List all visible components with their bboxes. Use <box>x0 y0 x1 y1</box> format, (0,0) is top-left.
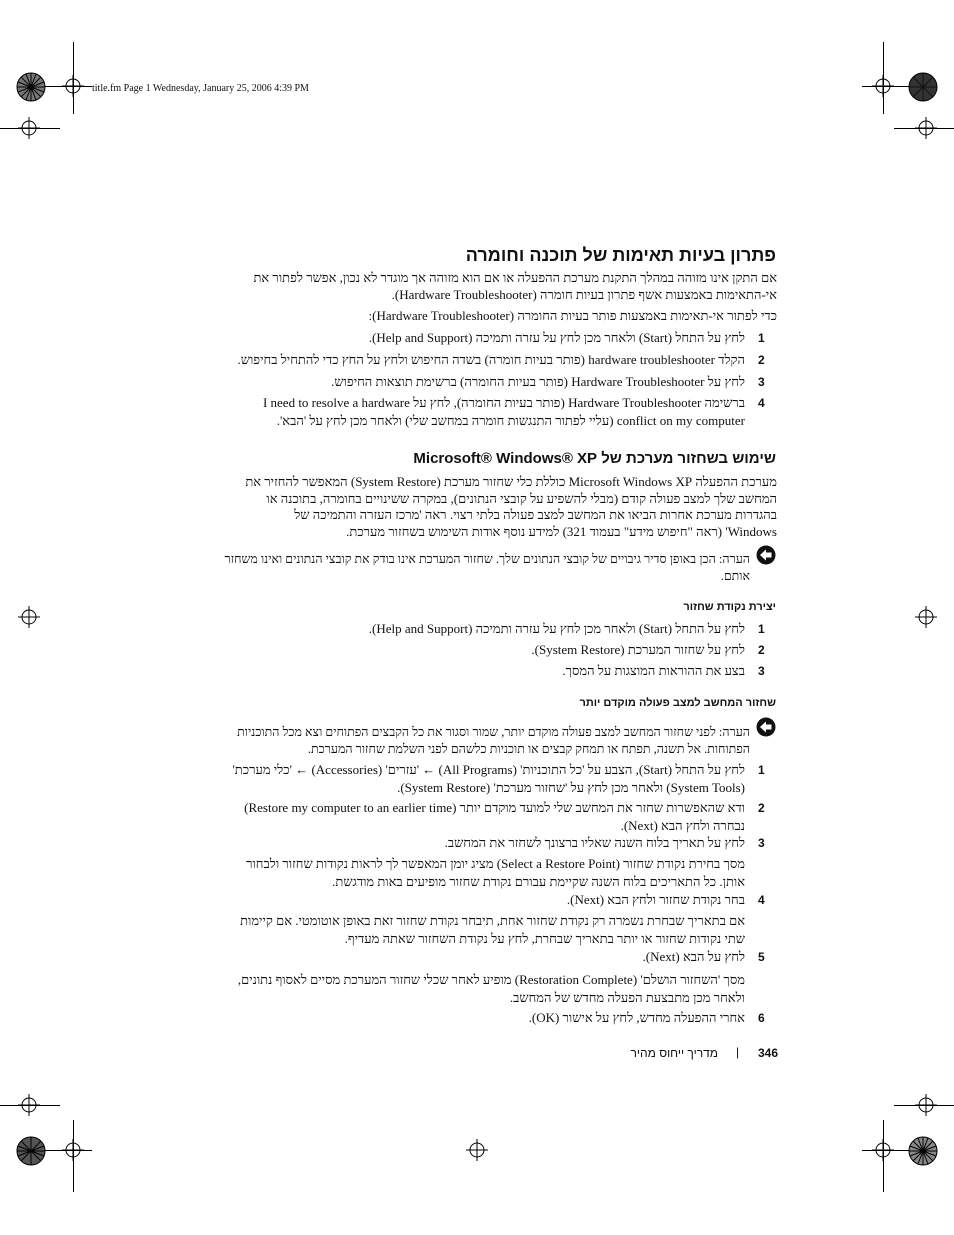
text-line: ודא שהאפשרות שחזר את המחשב שלי למועד מוקדם יותר (Restore my computer to an earlier time) <box>244 800 745 815</box>
step-text <box>175 855 745 890</box>
step-text <box>175 761 745 796</box>
step-number: 4 <box>758 893 765 907</box>
registration-mark-icon <box>466 1139 488 1161</box>
color-target-icon <box>908 1136 938 1166</box>
registration-mark-icon <box>872 75 894 97</box>
intro-paragraph <box>175 270 777 303</box>
text-line: לחץ על Hardware Troubleshooter (פותר בעיות החומרה) ברשימת תוצאות החיפוש. <box>331 374 745 389</box>
text-line: ברשימה Hardware Troubleshooter (פותר בעיות החומרה), לחץ על I need to resolve a hardware <box>262 395 745 410</box>
color-target-icon <box>16 72 46 102</box>
text-line: conflict on my computer (עליי לפתור התנגשות חומרה במחשב שלי) ולאחר מכן לחץ על 'הבא'. <box>276 412 745 428</box>
text-line: כדי לפתור אי-תאימות באמצעות פותר בעיות החומרה (Hardware Troubleshooter): <box>368 308 777 323</box>
step-text <box>175 799 745 834</box>
step-number: 5 <box>758 950 765 964</box>
text-line: הפתוחות. אל תשנה, תפתח או תמחק קבצים או תוכניות כלשהם לפני השלמת שחזור המערכת. <box>307 741 750 756</box>
text-line: אותם. <box>720 568 750 583</box>
note-text <box>175 724 750 757</box>
text-line: מסך 'השחזור הושלם' (Restoration Complete) מופיע לאחר שכלי שחזור המערכת מסיים לאסוף נתונים, <box>237 972 745 987</box>
step-text <box>175 620 745 638</box>
registration-mark-icon <box>915 1094 937 1116</box>
text-line: בהגדרות מערכת אחרות הביאו את המחשב למצב פעולה בלתי רצוי. ראה 'מרכז העזרה והתמיכה של <box>294 507 777 522</box>
step-text <box>175 834 745 852</box>
section-heading-troubleshoot: פתרון בעיות תאימות של תוכנה וחומרה <box>465 245 776 265</box>
step-text <box>175 1009 745 1027</box>
step-text <box>175 329 745 347</box>
system-restore-paragraph <box>175 474 777 540</box>
step-text <box>175 641 745 659</box>
step-number: 2 <box>758 801 765 815</box>
registration-mark-icon <box>915 606 937 628</box>
text-line: המחשב שלך למצב פעולה קודם (מבלי להשפיע על קובצי הנתונים), במקרה ששינויים בחומרה, בתוכנה או <box>266 490 777 506</box>
text-line: בצע את ההוראות המוצגות על המסך. <box>562 663 745 678</box>
registration-mark-icon <box>18 1094 40 1116</box>
text-line: אם בתאריך שבחרת נשמרה רק נקודת שחזור אחת, תיבחר נקודת שחזור זאת באופן אוטומטי. אם קיימות <box>240 913 745 928</box>
text-line: שתי נקודות שחזור או יותר בתאריך שבחרת, לחץ על נקודת השחזור שאתה מעדיף. <box>344 930 745 946</box>
step-number: 1 <box>758 763 765 777</box>
text-line: לחץ על שחזור המערכת (System Restore). <box>531 642 745 657</box>
text-line: הערה: לפני שחזור המחשב למצב פעולה מוקדם יותר, שמור וסגור את כל הקבצים הפתוחים וצא מכל התוכניות <box>237 725 750 739</box>
step-number: 3 <box>758 836 765 850</box>
text-line: (System Tools) ולאחר מכן לחץ על 'שחזור מערכת' (System Restore). <box>397 779 745 795</box>
text-line: ולאחר מכן מתבצעת הפעלה מחדש של המחשב. <box>509 989 745 1005</box>
step-text <box>175 373 745 391</box>
step-text <box>175 891 745 909</box>
text-line: מערכת ההפעלה Microsoft Windows XP כוללת כלי שחזור מערכת (System Restore) המאפשר להחזיר את <box>245 474 777 489</box>
registration-mark-icon <box>915 117 937 139</box>
registration-mark-icon <box>62 1139 84 1161</box>
step-text <box>175 912 745 947</box>
step-text <box>175 351 745 369</box>
text-line: הערה: הכן באופן סדיר גיבויים של קובצי הנתונים שלך. שחזור המערכת אינו בודק את קובצי הנתונים ואינו משחזר <box>224 552 750 566</box>
registration-mark-icon <box>62 75 84 97</box>
step-number: 3 <box>758 664 765 678</box>
file-slug: title.fm Page 1 Wednesday, January 25, 2006 4:39 PM <box>92 83 309 94</box>
text-line: לחץ על התחל (Start) ולאחר מכן לחץ על עזרה ותמיכה (Help and Support). <box>368 621 745 636</box>
color-target-icon <box>16 1136 46 1166</box>
step-text <box>175 394 745 429</box>
step-number: 4 <box>758 396 765 410</box>
text-line: נבחרה ולחץ הבא (Next). <box>620 817 745 833</box>
text-line: לחץ על התחל (Start), הצבע על 'כל התוכניות' (All Programs) ← 'עזרים' (Accessories) ← 'כלי מערכת' <box>232 762 745 777</box>
text-line: לחץ על הבא (Next). <box>642 949 745 964</box>
text-line: לחץ על תאריך בלוח השנה שאליו ברצונך לשחזר את המחשב. <box>444 835 745 850</box>
intro-paragraph-2 <box>175 308 777 325</box>
page-number: 346 <box>758 1046 779 1060</box>
text-line: בחר נקודת שחזור ולחץ הבא (Next). <box>566 892 745 907</box>
text-line: אי-התאימות באמצעות אשף פתרון בעיות חומרה (Hardware Troubleshooter). <box>391 286 777 302</box>
text-line: לחץ על התחל (Start) ולאחר מכן לחץ על עזרה ותמיכה (Help and Support). <box>368 330 745 345</box>
subsection-heading-create-restore-point: יצירת נקודת שחזור <box>683 601 776 613</box>
text-line: אותן. כל התאריכים בלוח השנה שקיימת עבורם נקודת שחזור מופיעים באות מודגשת. <box>332 873 745 889</box>
text-line: הקלד hardware troubleshooter (פותר בעיות חומרה) בשדה החיפוש ולחץ על החץ כדי להתחיל בחיפוש. <box>237 352 745 367</box>
note-icon <box>756 545 776 565</box>
registration-mark-icon <box>872 1139 894 1161</box>
step-text <box>175 948 745 966</box>
text-line: מסך בחירת נקודת שחזור (Select a Restore Point) מציג יומן המאפשר לך לראות נקודות שחזור ולבחור <box>246 856 745 871</box>
registration-mark-icon <box>18 606 40 628</box>
color-target-icon <box>908 72 938 102</box>
step-number: 2 <box>758 353 765 367</box>
step-number: 1 <box>758 331 765 345</box>
step-text <box>175 971 745 1006</box>
step-number: 2 <box>758 643 765 657</box>
text-line: Windows' (ראה "חיפוש מידע" בעמוד 321) למידע נוסף אודות השימוש בשחזור מערכת. <box>346 523 777 539</box>
section-heading-system-restore: שימוש בשחזור מערכת של Microsoft® Windows® XP <box>413 450 776 467</box>
step-number: 3 <box>758 375 765 389</box>
note-text <box>175 551 750 584</box>
step-number: 1 <box>758 622 765 636</box>
footer-title: מדריך ייחוס מהיר <box>630 1046 718 1060</box>
footer-separator: | <box>736 1045 740 1059</box>
registration-mark-icon <box>18 117 40 139</box>
text-line: אם התקן אינו מזוהה במהלך התקנת מערכת ההפעלה או אם הוא מזוהה אך מוגדר לא נכון, אפשר לפתור את <box>253 270 777 285</box>
subsection-heading-restore-computer: שחזור המחשב למצב פעולה מוקדם יותר <box>579 697 776 709</box>
step-text <box>175 662 745 680</box>
text-line: אחרי ההפעלה מחדש, לחץ על אישור (OK). <box>528 1010 745 1025</box>
note-icon <box>756 717 776 737</box>
step-number: 6 <box>758 1011 765 1025</box>
